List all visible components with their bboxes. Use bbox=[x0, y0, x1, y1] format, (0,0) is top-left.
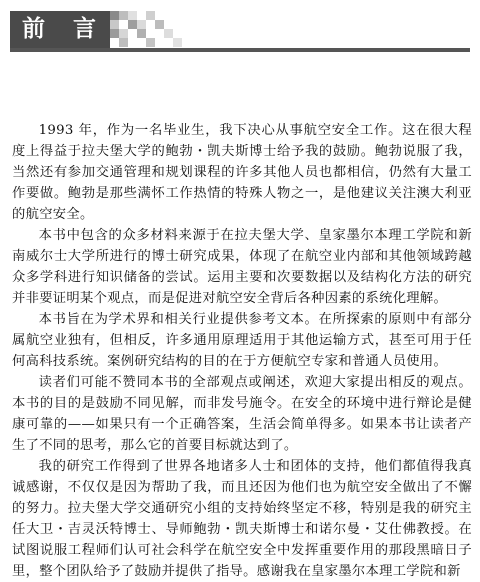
chapter-title-box bbox=[10, 11, 110, 48]
chapter-header bbox=[10, 11, 470, 53]
decor-square bbox=[155, 20, 164, 29]
chapter-title: 前 言 bbox=[22, 16, 107, 42]
decor-square bbox=[110, 11, 119, 20]
decor-square bbox=[128, 11, 137, 20]
paragraph: 本书旨在为学术界和相关行业提供参考文本。在所探索的原则中有部分属航空业独有，但相反，许多通用原理适用于其他运输方式，甚至可用于任何高科技系统。案例研究结构的目的在于方便航空专家和普通人员使用。 bbox=[12, 312, 472, 369]
paragraph: 读者们可能不赞同本书的全部观点或阐述，欢迎大家提出相反的观点。本书的目的是鼓励不同见解，而非发号施令。在安全的环境中进行辩论是健康可靠的——如果只有一个正确答案，生活会简单得多。如果本书让读者产生了不同的思考，那么它的首要目标就达到了。 bbox=[12, 375, 472, 453]
decor-square bbox=[110, 20, 119, 29]
decor-square bbox=[146, 11, 155, 20]
decor-square bbox=[119, 11, 128, 20]
paragraph: 1993 年，作为一名毕业生，我下决心从事航空安全工作。这在很大程度上得益于拉夫堡大学的鲍勃・凯夫斯博士给予我的鼓励。鲍勃说服了我，当然还有参加交通管理和规划课程的许多其他人员也都相信，仍然有大量工作要做。鲍勃是那些满怀工作热情的特殊人物之一，是他建议关注澳大利亚的航空安全。 bbox=[12, 123, 472, 222]
decor-square bbox=[137, 29, 146, 38]
preface-body bbox=[12, 120, 472, 582]
decorative-squares bbox=[110, 11, 190, 48]
decor-square bbox=[110, 29, 119, 38]
decor-square bbox=[128, 20, 137, 29]
decor-square bbox=[119, 38, 128, 47]
decor-square bbox=[137, 20, 146, 29]
header-rule bbox=[10, 48, 470, 52]
decor-square bbox=[173, 38, 182, 47]
paragraph: 我的研究工作得到了世界各地诸多人士和团体的支持，他们都值得我真诚感谢，不仅仅是因为帮助了我，而且还因为他们也为航空安全做出了不懈的努力。拉夫堡大学交通研究小组的支持始终坚定不移，特别是我的研究主任大卫・吉灵沃特博士、导师鲍勃・凯夫斯博士和诺尔曼・艾仕佛教授。在试图说服工程师们认可社会科学在航空安全中发挥重要作用的那段黑暗日子里，整个团队给予了鼓励并提供了指导。感谢我在皇家墨尔本理工学院和新 bbox=[12, 459, 472, 579]
decor-square bbox=[119, 29, 128, 38]
paragraph: 本书中包含的众多材料来源于在拉夫堡大学、皇家墨尔本理工学院和新南威尔士大学所进行的博士研究成果，体现了在航空业内部和其他领域跨越众多学科进行知识储备的尝试。运用主要和次要数据以及结构化方法的研究并非要证明某个观点，而是促进对航空安全背后各种因素的系统化理解。 bbox=[12, 228, 472, 306]
decor-square bbox=[146, 38, 155, 47]
decor-square bbox=[164, 29, 173, 38]
